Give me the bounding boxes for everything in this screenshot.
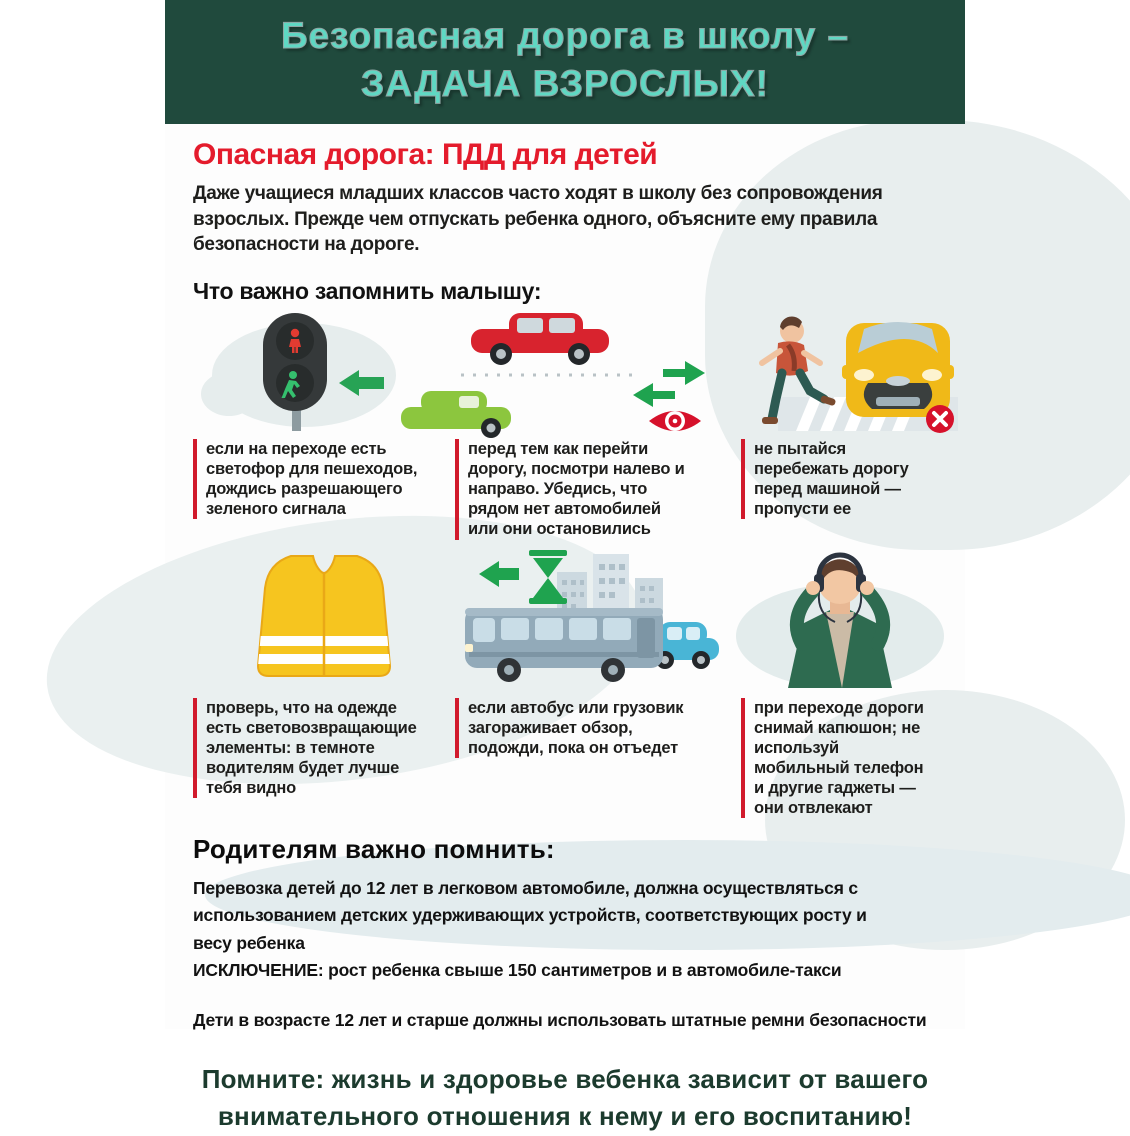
tips-row-2 [193,544,937,819]
tip-reflective-vest [193,544,445,819]
exception-rule: ИСКЛЮЧЕНИЕ: рост ребенка свыше 150 сантиметров и в автомобиле-такси [193,959,842,980]
poster-header [165,0,965,124]
reflective-vest-icon [193,544,445,692]
no-running-before-car-icon [741,309,937,433]
prohibited-x-icon [926,405,954,433]
tip-text: проверь, что на одежде есть световозвращающие элементы: в темноте водителям будет лучше тебя видно [193,698,431,799]
footer-reminder: Помните: жизнь и здоровье вебенка зависит от вашего внимательного отношения к нему и его воспитанию! [201,1063,929,1132]
tip-text: перед тем как перейти дорогу, посмотри налево и направо. Убедись, что рядом нет автомобилей или они остановились [455,439,693,540]
person-with-headphones [788,555,892,688]
tip-text: при переходе дороги снимай капюшон; не используй мобильный телефон и другие гаджеты — они отвлекают [741,698,937,819]
bus-blocking-view-icon [455,544,731,692]
look-both-ways-icon [455,309,731,433]
tip-text: не пытайся перебежать дорогу перед машиной — пропусти ее [741,439,937,520]
eye-icon [649,411,701,431]
tip-text: если на переходе есть светофор для пешеходов, дождись разрешающего зеленого сигнала [193,439,431,520]
tip-bus-view [455,544,731,819]
child-seat-rule: Перевозка детей до 12 лет в легковом автомобиле, должна осуществляться с использованием детских удерживающих устройств, соответствующих росту и весу ребенка [193,878,867,953]
section-title-parents: Родителям важно помнить: [193,834,555,865]
yellow-car [842,322,954,417]
tip-no-running [741,309,937,540]
no-headphones-hood-icon [741,544,937,692]
tip-look-both-ways [455,309,731,540]
bus [465,608,663,682]
road-safety-poster [165,0,965,1132]
section-title-danger-road: Опасная дорога: ПДД для детей [193,138,658,171]
seatbelt-rule: Дети в возрасте 12 лет и старше должны использовать штатные ремни безопасности [193,1009,927,1030]
header-title-line1: Безопасная дорога в школу – [280,15,850,56]
section-title-kids-rules: Что важно запомнить малышу: [193,277,542,304]
red-car [471,313,609,365]
tips-row-1 [193,309,937,540]
parents-rule-text [193,875,893,984]
tip-no-headphones [741,544,937,819]
header-title-line2: ЗАДАЧА ВЗРОСЛЫХ! [361,63,769,105]
poster-content [165,138,965,1136]
intro-paragraph: Даже учащиеся младших классов часто ходят в школу без сопровождения взрослых. Прежде чем отпускать ребенка одного, объясните ему правила безопасности на дороге. [193,183,883,256]
tip-text: если автобус или грузовик загораживает обзор, подожди, пока он отъедет [455,698,693,758]
